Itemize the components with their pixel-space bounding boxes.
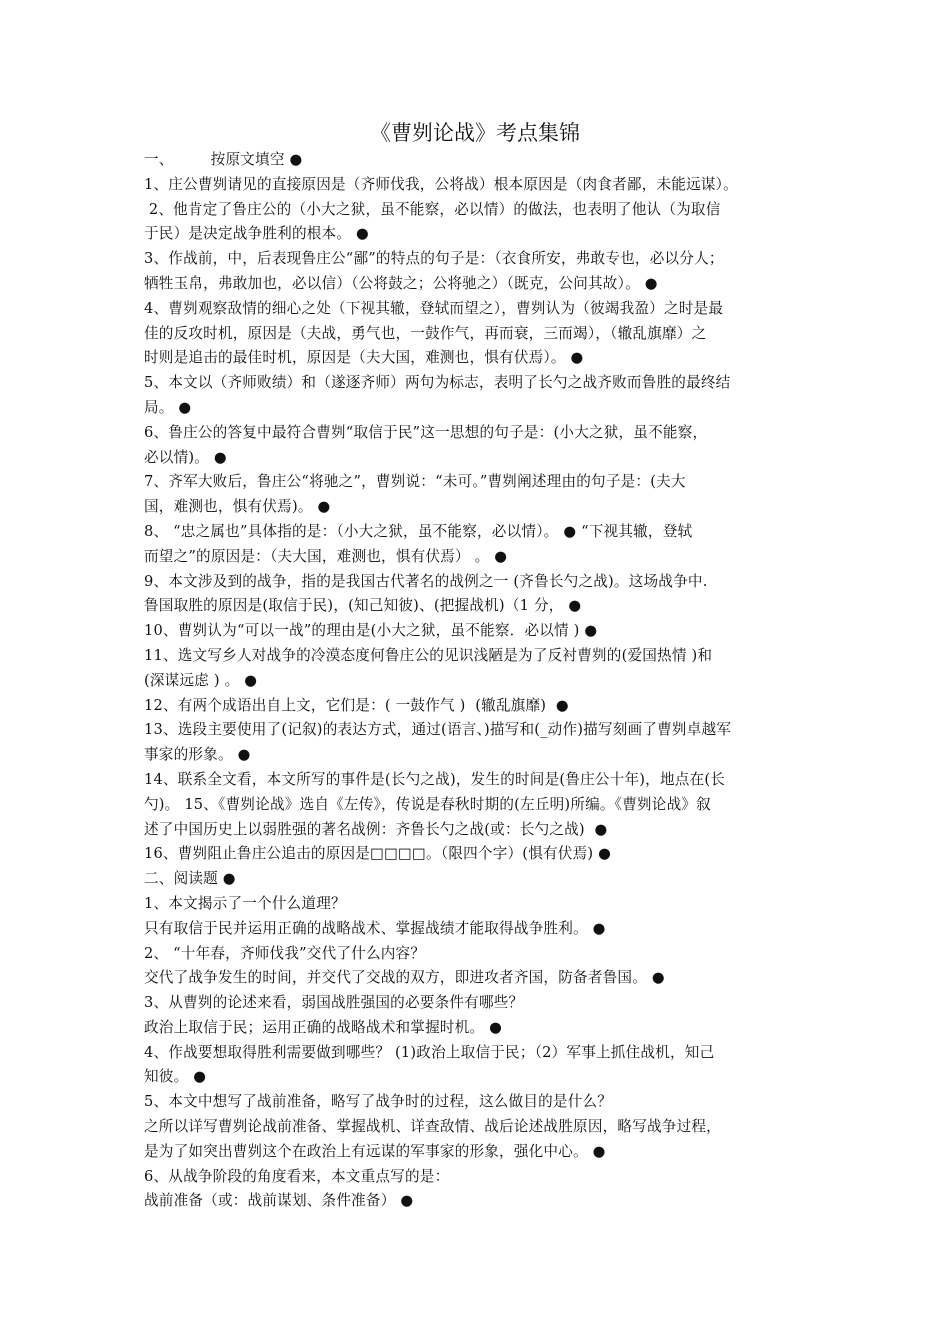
text-line: 16、曹刿阻止鲁庄公追击的原因是□□□□。（限四个字）(惧有伏焉) ● <box>144 845 612 863</box>
document-title: 《曹刿论战》考点集锦 <box>370 121 580 145</box>
answer-line: 是为了如突出曹刿这个在政治上有远谋的军事家的形象，强化中心。 ● <box>144 1142 606 1160</box>
answer-line: 交代了战争发生的时间，并交代了交战的双方，即进攻者齐国，防备者鲁国。 ● <box>144 969 665 987</box>
text-line: 鲁国取胜的原因是(取信于民)，(知己知彼)、(把握战机)（1 分， ● <box>144 597 582 615</box>
answer-line: 只有取信于民并运用正确的战略战术、掌握战绩才能取得战争胜利。 ● <box>144 919 606 937</box>
text-line: 于民）是决定战争胜利的根本。 ● <box>144 225 369 243</box>
text-line: 而望之”的原因是：（夫大国，难测也，惧有伏焉） 。 ● <box>144 547 508 565</box>
answer-line: 战前准备（或：战前谋划、条件准备） ● <box>144 1192 414 1210</box>
section-heading: 二、阅读题 ● <box>144 870 236 888</box>
text-line: 勺)。 15、《曹刿论战》选自《左传》，传说是春秋时期的(左丘明)所编。《曹刿论战》叙 <box>144 795 711 813</box>
text-line: 牺牲玉帛，弗敢加也，必以信）（公将鼓之；公将驰之）（既克，公问其故）。 ● <box>144 274 658 292</box>
text-line: 11、选文写乡人对战争的冷漠态度何鲁庄公的见识浅陋是为了反衬曹刿的(爱国热情 )和 <box>144 646 713 664</box>
text-line: 8、 “忠之属也”具体指的是：（小大之狱，虽不能察，必以情）。 ● “下视其辙，登轼 <box>144 522 693 540</box>
question-line: 1、本文揭示了一个什么道理？ <box>144 894 346 912</box>
question-line: 5、本文中想写了战前准备，略写了战争时的过程，这么做目的是什么？ <box>144 1093 613 1111</box>
question-line: 3、从曹刿的论述来看，弱国战胜强国的必要条件有哪些？ <box>144 994 524 1012</box>
answer-line: 之所以详写曹刿论战前准备、掌握战机、详查敌情、战后论述战胜原因，略写战争过程， <box>144 1118 721 1136</box>
text-line: (深谋远虑 ) 。 ● <box>144 671 258 689</box>
question-line: 4、作战要想取得胜利需要做到哪些？ (1)政治上取信于民；（2）军事上抓住战机，知己 <box>144 1043 715 1061</box>
text-line: 6、鲁庄公的答复中最符合曹刿“取信于民”这一思想的句子是：(小大之狱，虽不能察， <box>144 423 708 441</box>
text-line: 10、曹刿认为“可以一战”的理由是(小大之狱，虽不能察．必以情 ) ● <box>144 622 598 640</box>
text-line: 佳的反攻时机，原因是（夫战，勇气也，一鼓作气，再而衰，三而竭），（辙乱旗靡）之 <box>144 324 707 342</box>
text-line: 9、本文涉及到的战争，指的是我国古代著名的战例之一 (齐鲁长勺之战)。这场战争中. <box>144 572 708 590</box>
text-line: 一、 按原文填空 ● <box>144 151 303 168</box>
question-line: 2、 “十年春，齐师伐我”交代了什么内容？ <box>144 944 426 962</box>
text-line: 14、联系全文看，本文所写的事件是(长勺之战)，发生的时间是(鲁庄公十年)，地点在(长 <box>144 770 726 788</box>
text-line: 7、齐军大败后，鲁庄公“将驰之”，曹刿说：“未可。”曹刿阐述理由的句子是：(夫大 <box>144 473 686 491</box>
document-body <box>144 148 812 1214</box>
answer-line: 政治上取信于民；运用正确的战略战术和掌握时机。 ● <box>144 1018 503 1036</box>
text-line: 1、庄公曹刿请见的直接原因是（齐师伐我，公将战）根本原因是（肉食者鄙，未能远谋）。 <box>144 175 738 193</box>
text-line: 国，难测也，惧有伏焉)。 ● <box>144 498 331 516</box>
text-line: 12、有两个成语出自上文，它们是：( 一鼓作气 ) (辙乱旗靡) ● <box>144 696 569 714</box>
text-line: 局。 ● <box>144 398 192 416</box>
text-line: 5、本文以（齐师败绩）和（遂逐齐师）两句为标志，表明了长勺之战齐败而鲁胜的最终结 <box>144 374 731 392</box>
text-line: 时则是追击的最佳时机，原因是（夫大国，难测也，惧有伏焉）。 ● <box>144 349 584 367</box>
text-line: 4、曹刿观察敌情的细心之处（下视其辙，登轼而望之），曹刿认为（彼竭我盈）之时是最 <box>144 299 724 317</box>
text-line: 述了中国历史上以弱胜强的著名战例：齐鲁长勺之战(或：长勺之战) ● <box>144 820 608 838</box>
text-line: 3、作战前，中，后表现鲁庄公“鄙”的特点的句子是：（衣食所安，弗敢专也，必以分人； <box>144 250 724 268</box>
text-line: 事家的形象。 ● <box>144 746 251 764</box>
text-line: 13、选段主要使用了(记叙)的表达方式，通过(语言、)描写和(_动作)描写刻画了曹刿卓越军 <box>144 721 732 739</box>
answer-line: 知彼。 ● <box>144 1068 207 1086</box>
text-line: 必以情)。 ● <box>144 448 227 466</box>
question-line: 6、从战争阶段的角度看来，本文重点写的是： <box>144 1167 450 1185</box>
text-line: 2、他肯定了鲁庄公的（小大之狱，虽不能察，必以情）的做法，也表明了他认（为取信 <box>144 200 721 218</box>
